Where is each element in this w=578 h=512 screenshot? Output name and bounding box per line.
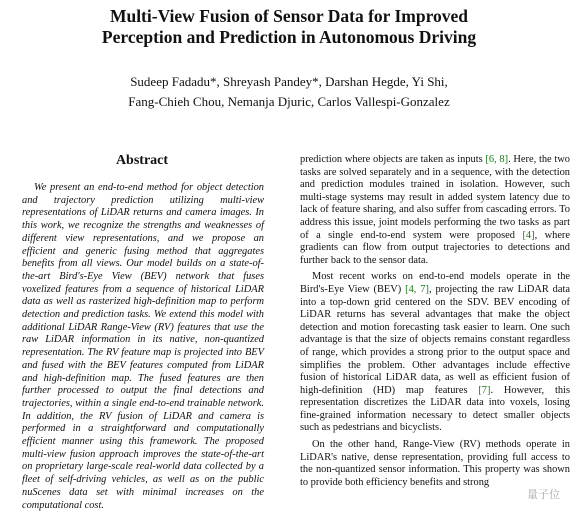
citation-link[interactable]: [6, 8] <box>485 154 509 165</box>
p1-text-a: prediction where objects are taken as inputs <box>300 154 486 165</box>
author-list <box>0 72 578 112</box>
watermark: 量子位 <box>527 488 560 501</box>
p1-text-b: . Here, the two tasks are solved separately and in a sequence, with the detection and prediction modules trained in isolation. However, such multi-stage systems may result in added system latency due to lack of feature sharing, and also suffer from cascading errors. To address this issue, joint models performing the two tasks as part of a single end-to-end system were proposed <box>300 154 570 241</box>
abstract-text: We present an end-to-end method for object detection and trajectory prediction utilizing multi-view representations of LiDAR returns and camera images. In this work, we recognize the strengths and weaknesses of different view representations, and we propose an efficient and generic fusing method that aggregates benefits from all views. Our model builds on a state-of-the-art Bird's-Eye View (BEV) network that fuses voxelized features from a sequence of historical LiDAR data as well as rasterized high-definition map to perform detection and prediction tasks. We extend this model with additional LiDAR Range-View (RV) features that use the raw LiDAR information in its native, non-quantized representation. The RV feature map is projected into BEV and fused with the BEV features computed from LiDAR and high-definition map. The fused features are then further processed to output the final detections and trajectories, within a single end-to-end trainable network. In addition, the RV fusion of LiDAR and camera is performed in a straightforward and computationally efficient manner using this framework. The proposed multi-view fusion approach improves the state-of-the-art on proprietary large-scale real-world data collected by a fleet of self-driving vehicles, as well as on the public nuScenes data set with minimal increases on the computational cost. <box>22 182 264 511</box>
abstract-body <box>22 182 264 512</box>
title-line-1: Multi-View Fusion of Sensor Data for Improved <box>109 6 469 26</box>
paper-title <box>0 6 578 48</box>
body-right-column <box>300 154 570 493</box>
citation-link[interactable]: [7] <box>478 384 491 396</box>
title-line-2: Perception and Prediction in Autonomous Driving <box>101 27 477 47</box>
p2-text-a: Most recent works on end-to-end models operate in the Bird's-Eye View (BEV) <box>300 271 570 295</box>
body-paragraph-2 <box>300 271 570 435</box>
authors-line-2: Fang-Chieh Chou, Nemanja Djuric, Carlos Vallespi-Gonzalez <box>128 94 450 109</box>
abstract-heading: Abstract <box>115 153 169 168</box>
p2-text-b: , projecting the raw LiDAR data into a top-down grid centered on the SDV. BEV encoding of LiDAR returns has several advantages that make the object detection and motion forecasting task easier to learn. One such advantage is that the size of objects remains constant regardless of range, which provides a strong prior to the output space and simplifies the problem. Other advantages include effective fusion of historical LiDAR data, as well as efficient fusion of high-definition (HD) map features <box>300 283 570 396</box>
p2-text-c: . However, this representation discretizes the LiDAR data into voxels, losing fine-grained information necessary to detect smaller objects such as pedestrians and bicyclists. <box>300 384 570 434</box>
authors-line-1: Sudeep Fadadu*, Shreyash Pandey*, Darshan Hegde, Yi Shi, <box>130 74 448 89</box>
citation-link[interactable]: [4] <box>522 229 535 241</box>
p1-text-c: , where gradients can flow from output trajectories to detections and further back to the sensor data. <box>300 229 570 266</box>
citation-link[interactable]: [4, 7] <box>405 283 429 295</box>
body-paragraph-1 <box>300 154 570 267</box>
body-paragraph-3: On the other hand, Range-View (RV) methods operate in LiDAR's native, dense representation, providing full access to the non-quantized sensor information. This property was shown to provide both efficiency benefits and strong <box>300 439 570 488</box>
